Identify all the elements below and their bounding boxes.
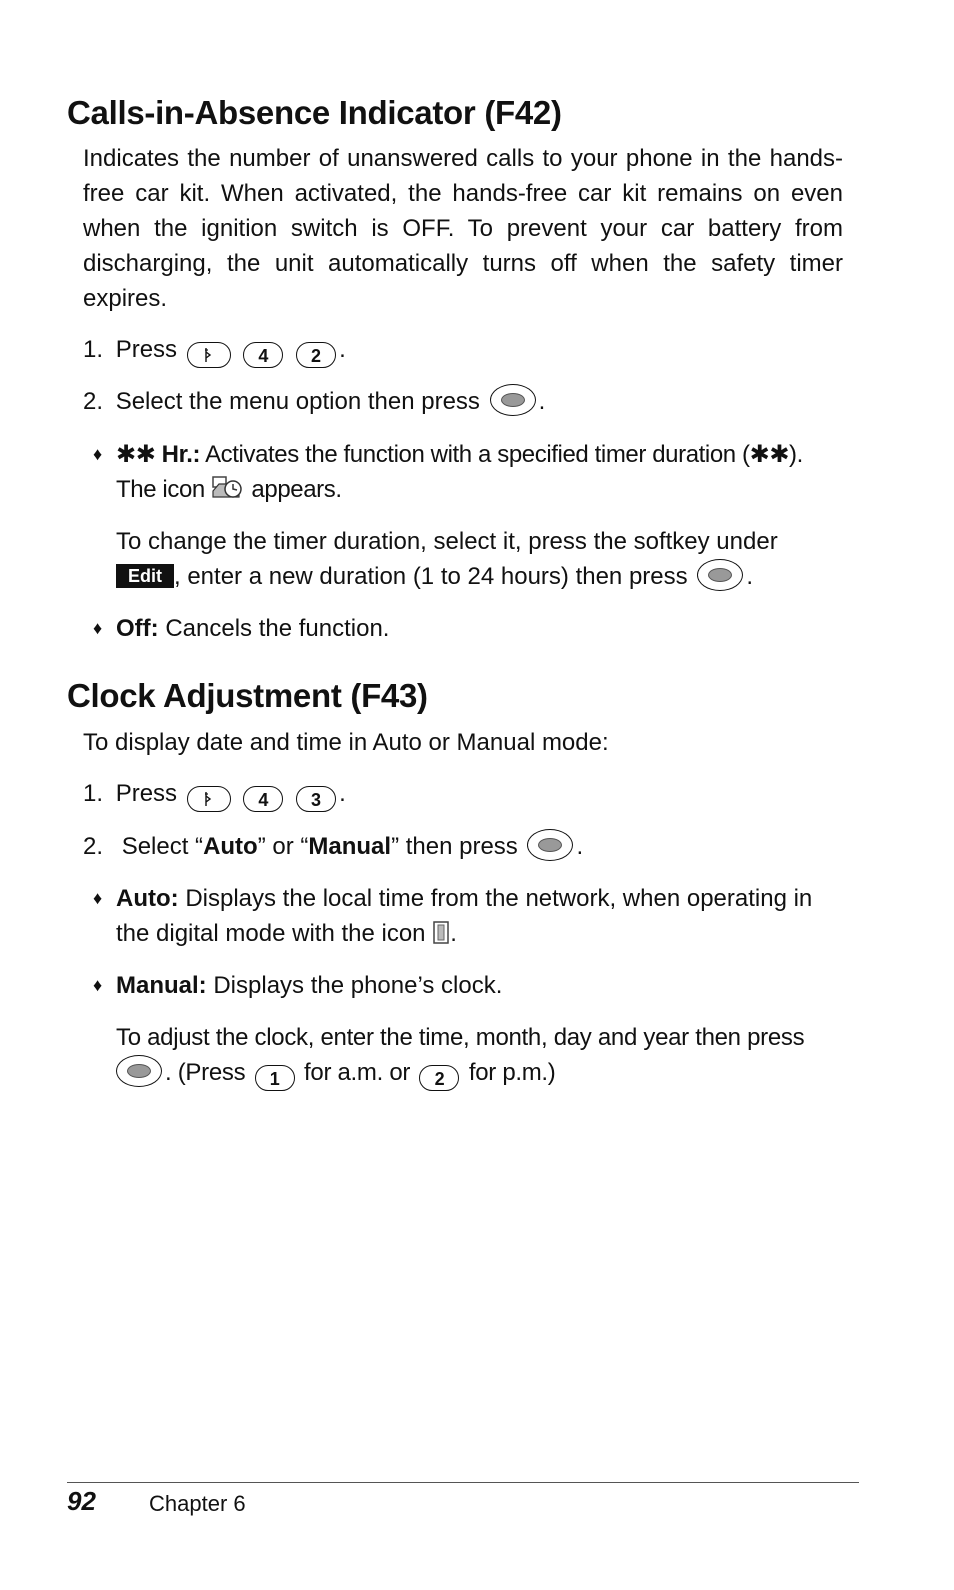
bullet-text: Displays the phone’s clock. — [213, 972, 503, 999]
f42-step-2: 2. Select the menu option then press . — [83, 384, 545, 419]
key-1-icon: 1 — [255, 1065, 295, 1091]
footer-divider — [67, 1482, 859, 1483]
chapter-label: Chapter 6 — [149, 1491, 246, 1516]
diamond-bullet-icon: ♦ — [93, 444, 103, 464]
bullet-term: Off: — [116, 615, 159, 642]
f42-change-duration: To change the timer duration, select it, press the softkey under Edit , enter a new duration (1 to 24 hours) then press . — [116, 528, 778, 590]
f43-intro: To display date and time in Auto or Manual mode: — [83, 729, 609, 756]
step-text: Select the menu option then press — [115, 388, 480, 415]
timer-car-icon — [211, 475, 245, 511]
f42-bullet-hr: ♦ ✱✱ Hr.: Activates the function with a specified timer duration (✱✱). The icon appears. — [93, 437, 843, 511]
page-number: 92 — [67, 1486, 96, 1516]
diamond-bullet-icon: ♦ — [93, 975, 103, 995]
bullet-term: ✱✱ Hr.: — [116, 441, 201, 468]
bullet-text: Cancels the function. — [165, 615, 390, 642]
bullet-term: Auto: — [116, 885, 179, 912]
ok-key-icon — [116, 1055, 162, 1087]
section-title-f42: Calls-in-Absence Indicator (F42) — [67, 94, 562, 131]
diamond-bullet-icon: ♦ — [93, 618, 103, 638]
bullet-term: Manual: — [116, 972, 207, 999]
manual-option: Manual — [308, 833, 392, 860]
step-number: 2. — [83, 388, 104, 415]
key-4-icon: 4 — [243, 342, 283, 368]
asterisk-symbol: ✱✱ — [749, 441, 790, 468]
digital-mode-icon — [432, 920, 450, 955]
auto-option: Auto — [203, 833, 258, 860]
f42-step-1: 1. Press 4 2 . — [83, 336, 346, 366]
key-2-icon: 2 — [296, 342, 336, 368]
step-number: 1. — [83, 336, 104, 363]
ok-key-icon — [490, 384, 536, 416]
step-number: 1. — [83, 780, 104, 807]
ok-key-icon — [527, 829, 573, 861]
f43-step-1: 1. Press 4 3 . — [83, 780, 346, 810]
f43-bullet-manual — [93, 968, 843, 1003]
bullet-text: Displays the local time from the network, when operating in the digital mode with the icon — [116, 885, 813, 947]
key-4-icon: 4 — [243, 786, 283, 812]
key-3-icon: 3 — [296, 786, 336, 812]
bullet-text: Activates the function with a specified timer duration ( — [205, 441, 750, 468]
key-2-icon: 2 — [419, 1065, 459, 1091]
f43-step-2: 2. Select “Auto” or “Manual” then press . — [83, 829, 583, 864]
step-text: Press — [115, 336, 178, 363]
ok-key-icon — [697, 559, 743, 591]
edit-softkey-label: Edit — [116, 564, 174, 588]
f42-bullet-off — [93, 611, 843, 646]
diamond-bullet-icon: ♦ — [93, 888, 103, 908]
f43-bullet-auto: ♦ Auto: Displays the local time from the network, when operating in the digital mode with the icon . — [93, 881, 843, 955]
step-text: Press — [115, 780, 178, 807]
menu-key-icon — [187, 786, 231, 812]
section-title-f43: Clock Adjustment (F43) — [67, 677, 428, 714]
menu-key-icon — [187, 342, 231, 368]
f43-adjust-clock: To adjust the clock, enter the time, month, day and year then press . (Press 1 for a.m. or 2 for p.m.) — [116, 1024, 805, 1089]
step-number: 2. — [83, 833, 104, 860]
f42-intro: Indicates the number of unanswered calls to your phone in the hands-free car kit. When activated, the hands-free car kit remains on even when the ignition switch is OFF. To prevent your car battery from discharging, the unit automatically turns off when the safety timer expires. — [83, 145, 843, 312]
